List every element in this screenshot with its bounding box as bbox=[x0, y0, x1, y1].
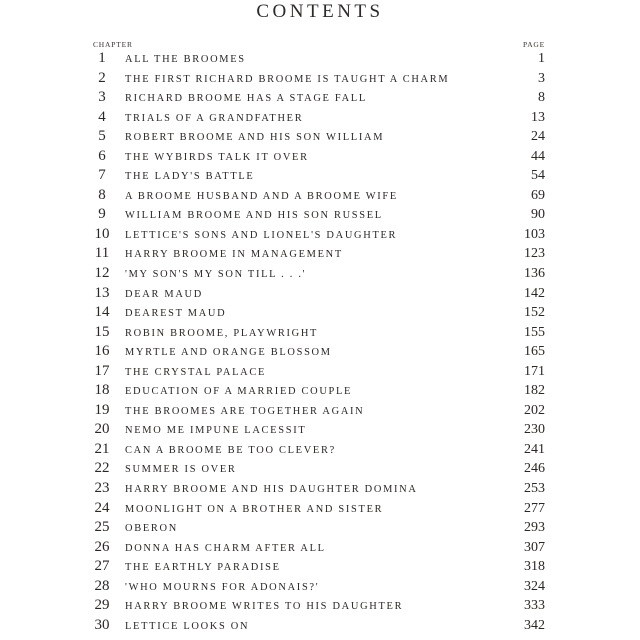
chapter-number: 27 bbox=[94, 558, 110, 575]
chapter-number: 12 bbox=[94, 265, 110, 282]
toc-entry bbox=[0, 499, 640, 519]
chapter-title: HARRY BROOME IN MANAGEMENT bbox=[125, 249, 343, 261]
chapter-title: THE WYBIRDS TALK IT OVER bbox=[125, 151, 309, 163]
chapter-title: ROBIN BROOME, PLAYWRIGHT bbox=[125, 327, 319, 339]
chapter-title: ROBERT BROOME AND HIS SON WILLIAM bbox=[125, 132, 385, 144]
chapter-number: 5 bbox=[98, 128, 106, 145]
chapter-title: 'WHO MOURNS FOR ADONAIS?' bbox=[125, 581, 320, 593]
chapter-number: 4 bbox=[98, 108, 106, 125]
toc-entry bbox=[0, 225, 640, 245]
chapter-number: 16 bbox=[94, 343, 110, 360]
toc-entry bbox=[0, 244, 640, 264]
chapter-title: HARRY BROOME AND HIS DAUGHTER DOMINA bbox=[125, 484, 418, 496]
chapter-number: 26 bbox=[94, 538, 110, 555]
table-of-contents bbox=[0, 49, 640, 635]
page-number: 155 bbox=[524, 324, 545, 340]
chapter-title: ALL THE BROOMES bbox=[125, 54, 246, 65]
page-number: 13 bbox=[531, 109, 545, 125]
chapter-number: 8 bbox=[98, 186, 106, 203]
chapter-title: NEMO ME IMPUNE LACESSIT bbox=[125, 425, 307, 437]
chapter-number: 30 bbox=[94, 616, 110, 633]
chapter-number: 14 bbox=[94, 304, 110, 321]
chapter-number: 19 bbox=[94, 401, 110, 418]
toc-entry bbox=[0, 577, 640, 597]
page-number: 103 bbox=[524, 226, 545, 242]
page-number: 333 bbox=[524, 598, 545, 614]
page-number: 324 bbox=[524, 578, 545, 594]
page-number: 241 bbox=[524, 441, 545, 457]
toc-entry bbox=[0, 538, 640, 558]
toc-entry bbox=[0, 49, 640, 69]
chapter-column-header: CHAPTER bbox=[93, 40, 133, 49]
page-number: 293 bbox=[524, 520, 545, 536]
toc-entry bbox=[0, 205, 640, 225]
toc-entry bbox=[0, 420, 640, 440]
page-number: 24 bbox=[531, 129, 545, 145]
toc-entry bbox=[0, 186, 640, 206]
toc-entry bbox=[0, 284, 640, 304]
chapter-number: 11 bbox=[94, 245, 110, 262]
page-number: 54 bbox=[531, 168, 545, 184]
toc-entry bbox=[0, 264, 640, 284]
chapter-number: 18 bbox=[94, 382, 110, 399]
chapter-title: THE EARTHLY PARADISE bbox=[125, 562, 281, 574]
chapter-title: OBERON bbox=[125, 523, 178, 535]
page-number: 277 bbox=[524, 500, 545, 516]
toc-entry bbox=[0, 88, 640, 108]
page-number: 202 bbox=[524, 402, 545, 418]
chapter-title: RICHARD BROOME HAS A STAGE FALL bbox=[125, 93, 367, 105]
toc-entry bbox=[0, 342, 640, 362]
chapter-number: 25 bbox=[94, 519, 110, 536]
page-number: 123 bbox=[524, 246, 545, 262]
chapter-number: 21 bbox=[94, 440, 110, 457]
page-number: 1 bbox=[538, 51, 545, 66]
chapter-title: CAN A BROOME BE TOO CLEVER? bbox=[125, 444, 336, 456]
page-number: 342 bbox=[524, 617, 545, 633]
toc-entry bbox=[0, 440, 640, 460]
chapter-title: THE LADY'S BATTLE bbox=[125, 171, 255, 183]
page-number: 136 bbox=[524, 266, 545, 282]
toc-entry bbox=[0, 69, 640, 89]
chapter-number: 29 bbox=[94, 597, 110, 614]
toc-entry bbox=[0, 596, 640, 616]
chapter-title: MOONLIGHT ON A BROTHER AND SISTER bbox=[125, 503, 384, 515]
toc-entry bbox=[0, 616, 640, 636]
page-number: 182 bbox=[524, 383, 545, 399]
page-number: 8 bbox=[538, 90, 545, 106]
page-number: 307 bbox=[524, 539, 545, 555]
chapter-title: EDUCATION OF A MARRIED COUPLE bbox=[125, 386, 353, 398]
toc-entry bbox=[0, 479, 640, 499]
page-number: 318 bbox=[524, 559, 545, 575]
page-number: 142 bbox=[524, 285, 545, 301]
page-number: 69 bbox=[531, 187, 545, 203]
toc-entry bbox=[0, 108, 640, 128]
toc-entry bbox=[0, 147, 640, 167]
chapter-number: 22 bbox=[94, 460, 110, 477]
page-number: 246 bbox=[524, 461, 545, 477]
chapter-title: WILLIAM BROOME AND HIS SON RUSSEL bbox=[125, 210, 383, 222]
page-number: 230 bbox=[524, 422, 545, 438]
toc-entry bbox=[0, 127, 640, 147]
page-title: CONTENTS bbox=[256, 1, 384, 22]
chapter-number: 6 bbox=[98, 147, 106, 164]
chapter-number: 15 bbox=[94, 323, 110, 340]
toc-entry bbox=[0, 557, 640, 577]
page-number: 152 bbox=[524, 305, 545, 321]
page-number: 3 bbox=[538, 70, 545, 86]
chapter-title: DONNA HAS CHARM AFTER ALL bbox=[125, 542, 326, 554]
toc-entry bbox=[0, 381, 640, 401]
chapter-title: LETTICE'S SONS AND LIONEL'S DAUGHTER bbox=[125, 229, 398, 241]
toc-entry bbox=[0, 303, 640, 323]
chapter-title: LETTICE LOOKS ON bbox=[125, 620, 250, 632]
chapter-number: 3 bbox=[98, 89, 106, 106]
page-number: 90 bbox=[531, 207, 545, 223]
chapter-title: SUMMER IS OVER bbox=[125, 464, 237, 476]
toc-entry bbox=[0, 459, 640, 479]
toc-entry bbox=[0, 401, 640, 421]
page-column-header: PAGE bbox=[522, 40, 546, 49]
chapter-number: 13 bbox=[94, 284, 110, 301]
chapter-title: MYRTLE AND ORANGE BLOSSOM bbox=[125, 347, 332, 359]
toc-entry bbox=[0, 323, 640, 343]
page-number: 253 bbox=[524, 481, 545, 497]
chapter-title: DEAR MAUD bbox=[125, 288, 203, 300]
chapter-title: THE BROOMES ARE TOGETHER AGAIN bbox=[125, 405, 365, 417]
page-number: 165 bbox=[524, 344, 545, 360]
chapter-number: 7 bbox=[98, 167, 106, 184]
chapter-number: 24 bbox=[94, 499, 110, 516]
chapter-title: THE CRYSTAL PALACE bbox=[125, 366, 266, 378]
chapter-number: 1 bbox=[98, 50, 106, 66]
chapter-title: THE FIRST RICHARD BROOME IS TAUGHT A CHARM bbox=[125, 73, 450, 85]
chapter-title: 'MY SON'S MY SON TILL . . .' bbox=[125, 269, 307, 281]
chapter-number: 9 bbox=[98, 206, 106, 223]
chapter-title: HARRY BROOME WRITES TO HIS DAUGHTER bbox=[125, 601, 404, 613]
chapter-title: A BROOME HUSBAND AND A BROOME WIFE bbox=[125, 190, 398, 202]
chapter-number: 20 bbox=[94, 421, 110, 438]
toc-entry bbox=[0, 518, 640, 538]
page-number: 44 bbox=[531, 148, 545, 164]
page-number: 171 bbox=[524, 363, 545, 379]
chapter-number: 10 bbox=[94, 225, 110, 242]
chapter-title: TRIALS OF A GRANDFATHER bbox=[125, 112, 304, 124]
chapter-number: 17 bbox=[94, 362, 110, 379]
chapter-number: 2 bbox=[98, 69, 106, 86]
chapter-number: 23 bbox=[94, 480, 110, 497]
toc-entry bbox=[0, 166, 640, 186]
chapter-number: 28 bbox=[94, 577, 110, 594]
toc-entry bbox=[0, 362, 640, 382]
chapter-title: DEAREST MAUD bbox=[125, 308, 227, 320]
